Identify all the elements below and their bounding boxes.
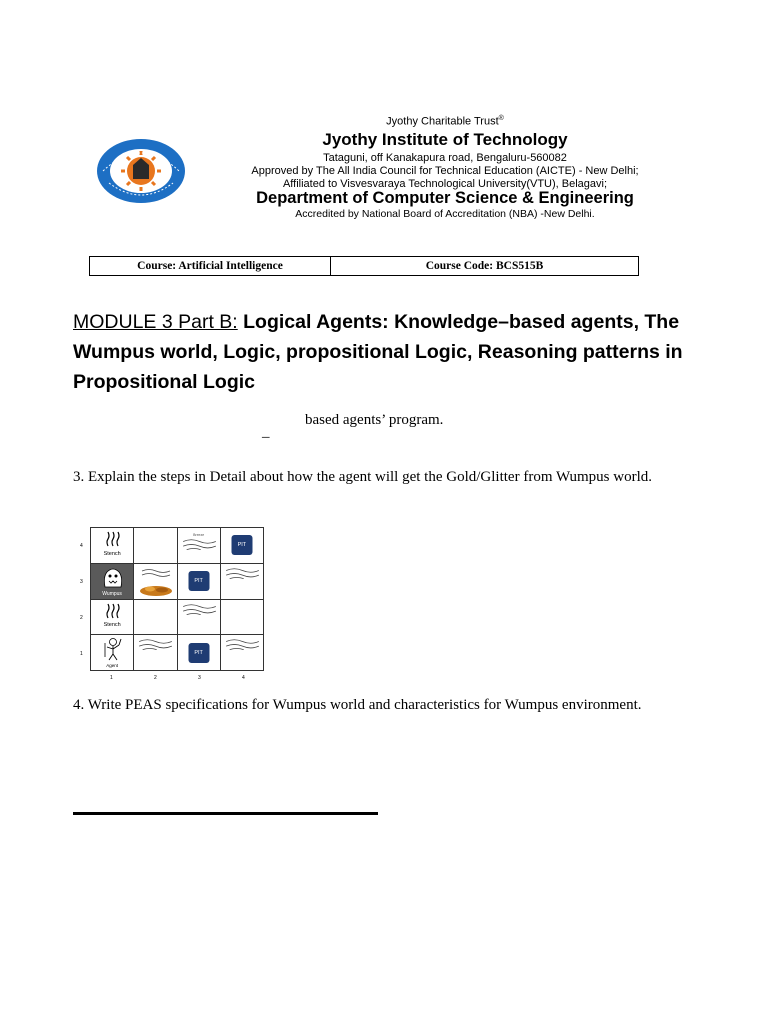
stench-icon bbox=[105, 603, 121, 619]
cell-1-4 bbox=[91, 528, 134, 564]
cell-2-1 bbox=[134, 635, 177, 671]
stench-icon bbox=[105, 531, 121, 547]
course-code: Course Code: BCS515B bbox=[425, 260, 544, 272]
col-label: 4 bbox=[242, 675, 245, 681]
col-label: 1 bbox=[110, 675, 113, 681]
cell-2-4 bbox=[134, 528, 177, 564]
pit-icon: PIT bbox=[188, 571, 209, 591]
cell-3-3 bbox=[178, 564, 221, 600]
pit-icon: PIT bbox=[231, 535, 252, 555]
module-heading bbox=[73, 307, 693, 397]
institute-address: Tataguni, off Kanakapura road, Bengaluru-560082 bbox=[323, 152, 567, 164]
institute-logo bbox=[95, 137, 187, 205]
department-name: Department of Computer Science & Engineering bbox=[256, 189, 634, 207]
partial-text: based agents’ program. bbox=[305, 412, 444, 428]
col-label: 2 bbox=[154, 675, 157, 681]
breeze-icon bbox=[138, 638, 173, 652]
dash-mark: – bbox=[262, 429, 270, 445]
agent-icon bbox=[103, 637, 123, 661]
cell-2-3 bbox=[134, 564, 177, 600]
breeze-label: Breeze bbox=[193, 533, 205, 537]
row-label: 2 bbox=[80, 615, 83, 621]
approval-line: Approved by The All India Council for Technical Education (AICTE) - New Delhi; bbox=[251, 165, 639, 177]
breeze-icon bbox=[140, 568, 172, 578]
row-label: 4 bbox=[80, 543, 83, 549]
cell-4-2 bbox=[221, 600, 264, 636]
accreditation-line: Accredited by National Board of Accreditation (NBA) -New Delhi. bbox=[295, 208, 595, 220]
row-label: 3 bbox=[80, 579, 83, 585]
trust-name: Jyothy Charitable Trust® bbox=[386, 115, 504, 128]
cell-4-3 bbox=[221, 564, 264, 600]
affiliation-line: Affiliated to Visvesvaraya Technological University(VTU), Belagavi; bbox=[282, 178, 608, 190]
wumpus-icon bbox=[101, 567, 125, 589]
breeze-icon bbox=[182, 538, 217, 552]
cell-4-1 bbox=[221, 635, 264, 671]
pit-icon: PIT bbox=[188, 643, 209, 663]
question-4: 4. Write PEAS specifications for Wumpus world and characteristics for Wumpus environment. bbox=[73, 697, 642, 713]
wumpus-label: Wumpus bbox=[102, 590, 122, 597]
breeze-icon bbox=[225, 567, 260, 581]
cell-1-3 bbox=[91, 564, 134, 600]
institute-name: Jyothy Institute of Technology bbox=[322, 130, 568, 149]
gold-icon bbox=[138, 583, 174, 597]
module-label: MODULE 3 Part B: bbox=[73, 311, 238, 333]
breeze-icon bbox=[225, 638, 260, 652]
wumpus-world-grid bbox=[90, 527, 264, 671]
stench-label: Stench bbox=[103, 621, 121, 628]
agent-label: Agent bbox=[106, 663, 118, 669]
module-title: Logical Agents: Knowledge–based agents, The Wumpus world, Logic, propositional Logic, Reasoning patterns in Propositional Logic bbox=[73, 311, 683, 393]
col-label: 3 bbox=[198, 675, 201, 681]
cell-3-2 bbox=[178, 600, 221, 636]
row-label: 1 bbox=[80, 651, 83, 657]
stench-label: Stench bbox=[103, 551, 121, 557]
question-3: 3. Explain the steps in Detail about how the agent will get the Gold/Glitter from Wumpus world. bbox=[73, 469, 653, 485]
cell-1-2 bbox=[91, 600, 134, 636]
cell-3-4 bbox=[178, 528, 221, 564]
breeze-icon bbox=[182, 603, 217, 617]
cell-3-1 bbox=[178, 635, 221, 671]
course-name: Course: Artificial Intelligence bbox=[90, 257, 331, 275]
cell-4-4 bbox=[221, 528, 264, 564]
course-table bbox=[89, 256, 639, 276]
cell-2-2 bbox=[134, 600, 177, 636]
horizontal-rule bbox=[73, 812, 378, 815]
cell-1-1 bbox=[91, 635, 134, 671]
